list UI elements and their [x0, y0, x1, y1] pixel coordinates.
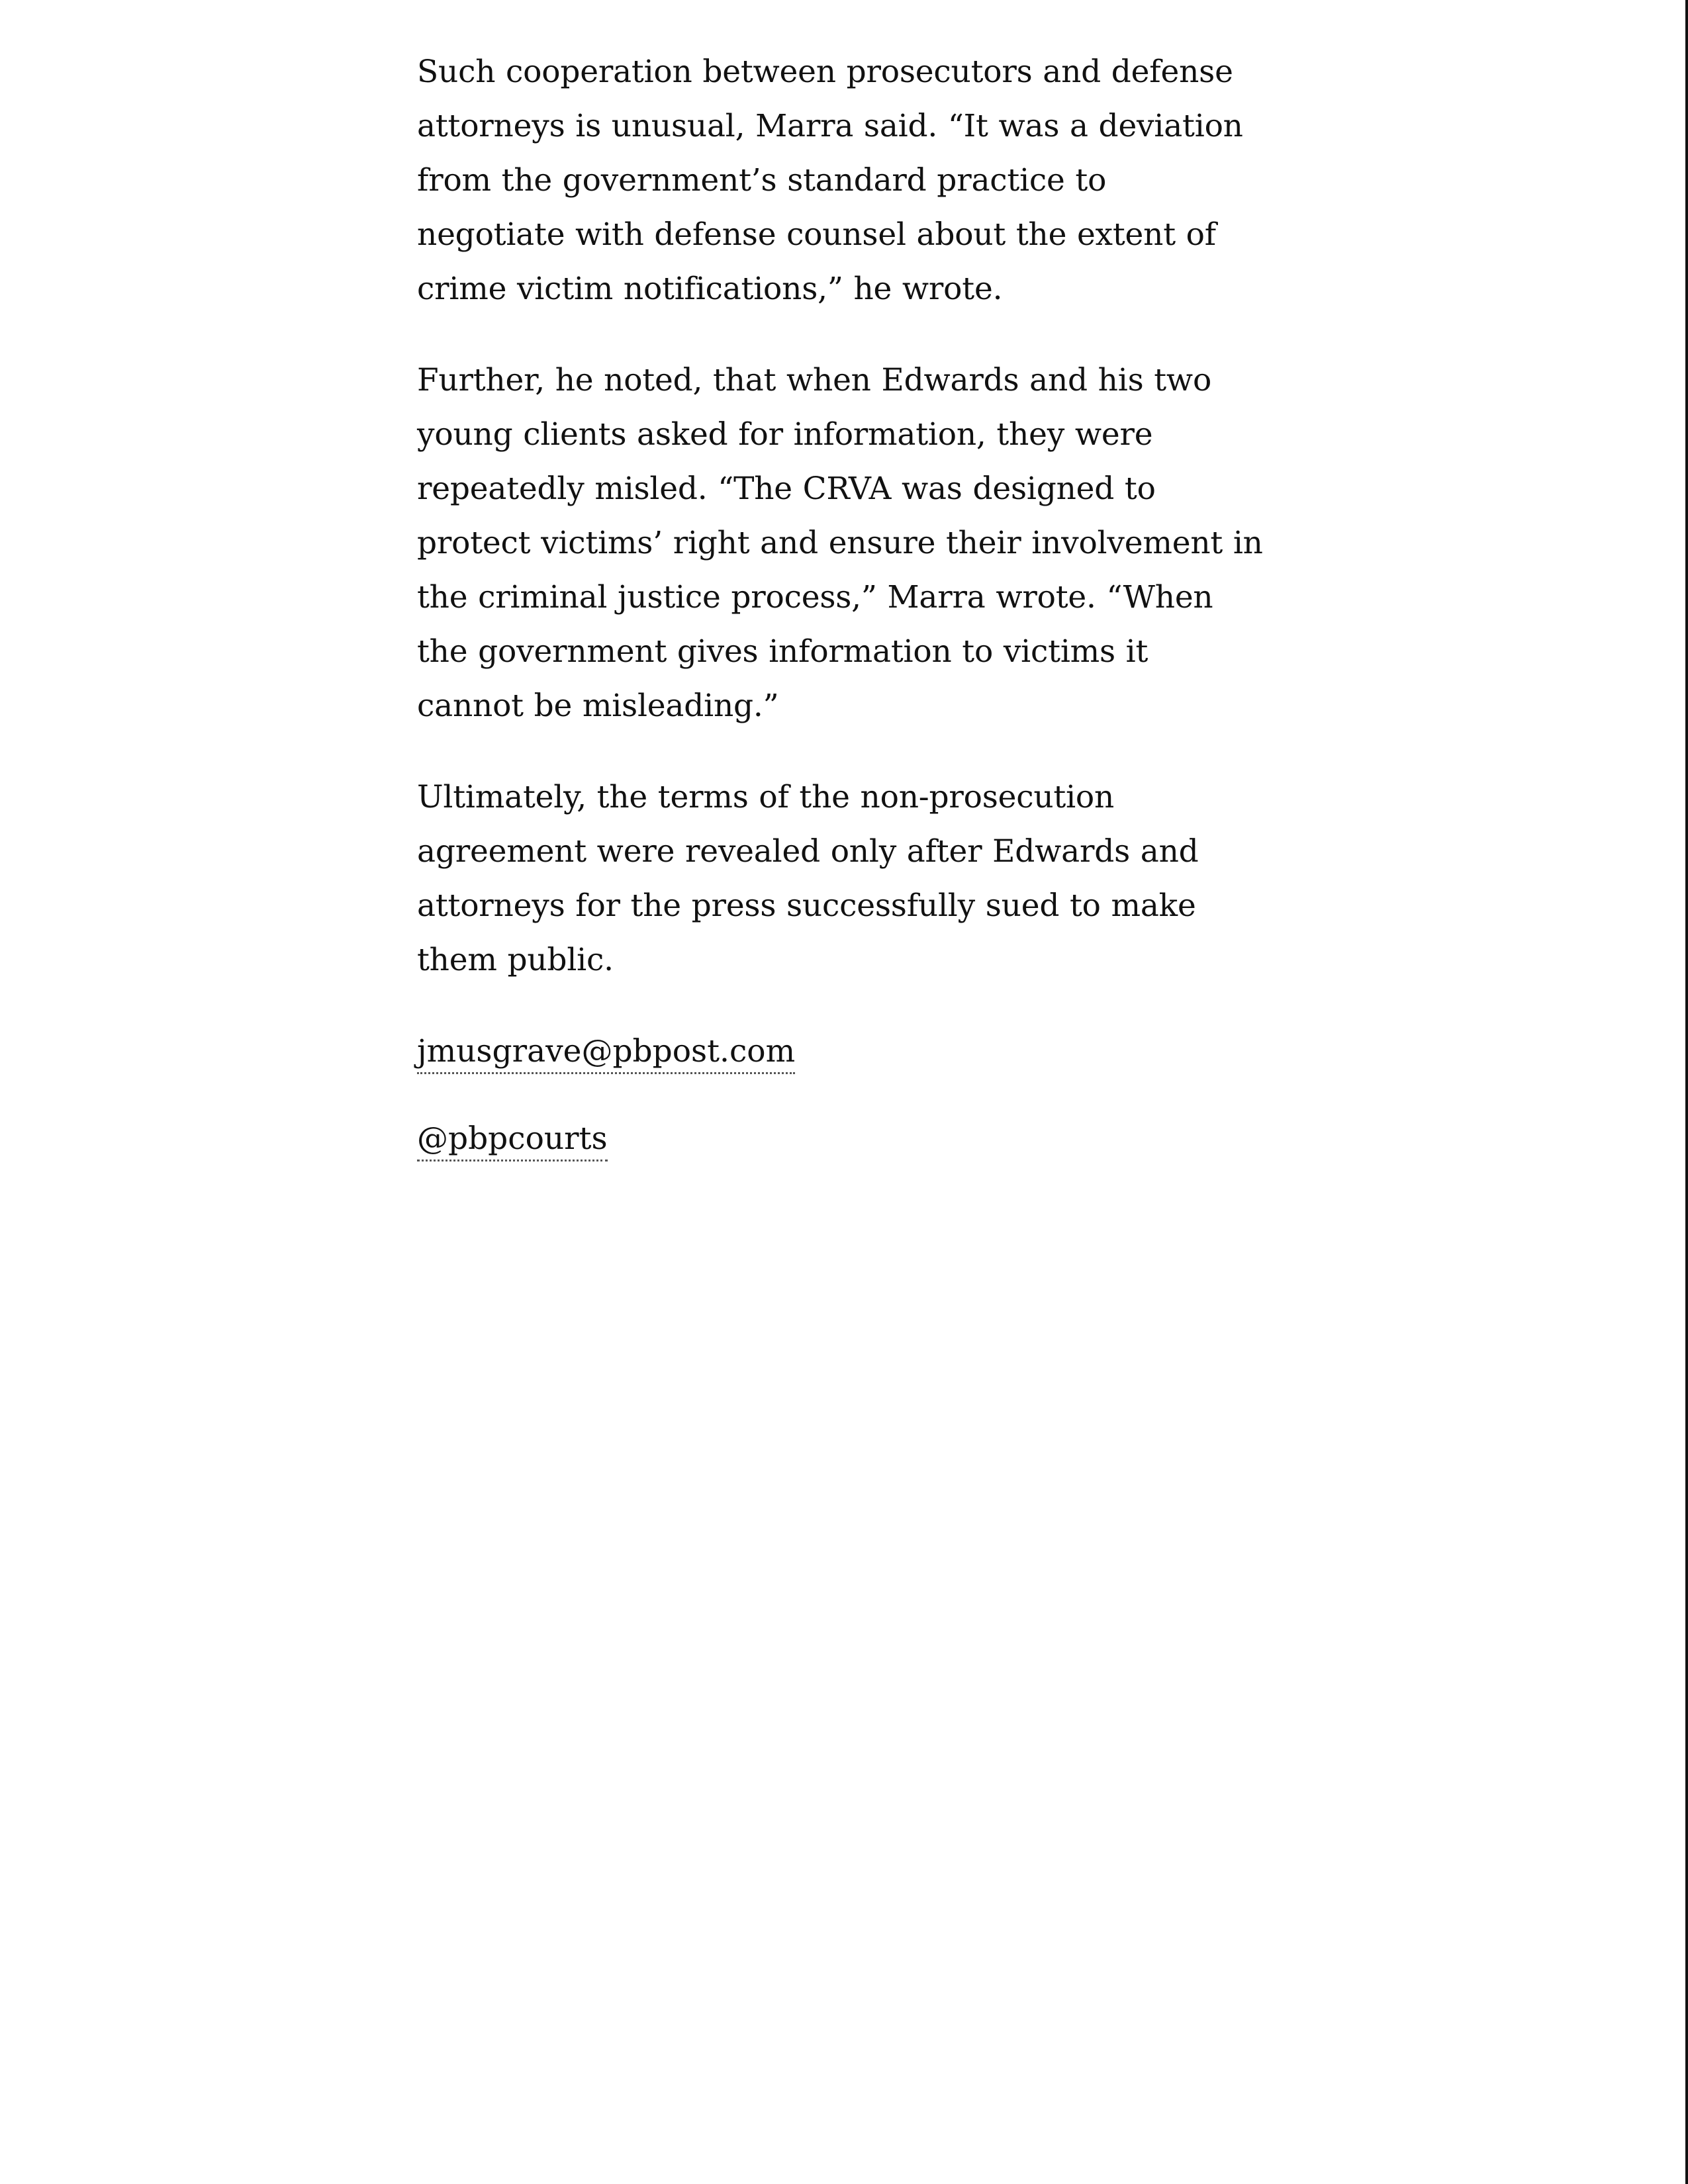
- author-twitter-link[interactable]: @pbpcourts: [417, 1120, 608, 1161]
- author-twitter-line: [417, 1112, 1264, 1166]
- article-paragraph-3: Ultimately, the terms of the non-prosecution agreement were revealed only after Edwards and attorneys for the press successfully sued to make them public.: [417, 779, 1199, 978]
- article-paragraph-1: Such cooperation between prosecutors and defense attorneys is unusual, Marra said. “It was a deviation from the government’s standard practice to negotiate with defense counsel about the extent of crime victim notifications,” he wrote.: [417, 54, 1243, 307]
- author-email-link[interactable]: jmusgrave@pbpost.com: [417, 1033, 795, 1074]
- page-border-right: [1685, 0, 1688, 2184]
- article-body: [417, 45, 1264, 1199]
- author-email-line: [417, 1024, 1264, 1079]
- article-paragraph-2: Further, he noted, that when Edwards and his two young clients asked for information, they were repeatedly misled. “The CRVA was designed to protect victims’ right and ensure their involvement in the criminal justice process,” Marra wrote. “When the government gives information to victims it cannot be misleading.”: [417, 362, 1263, 724]
